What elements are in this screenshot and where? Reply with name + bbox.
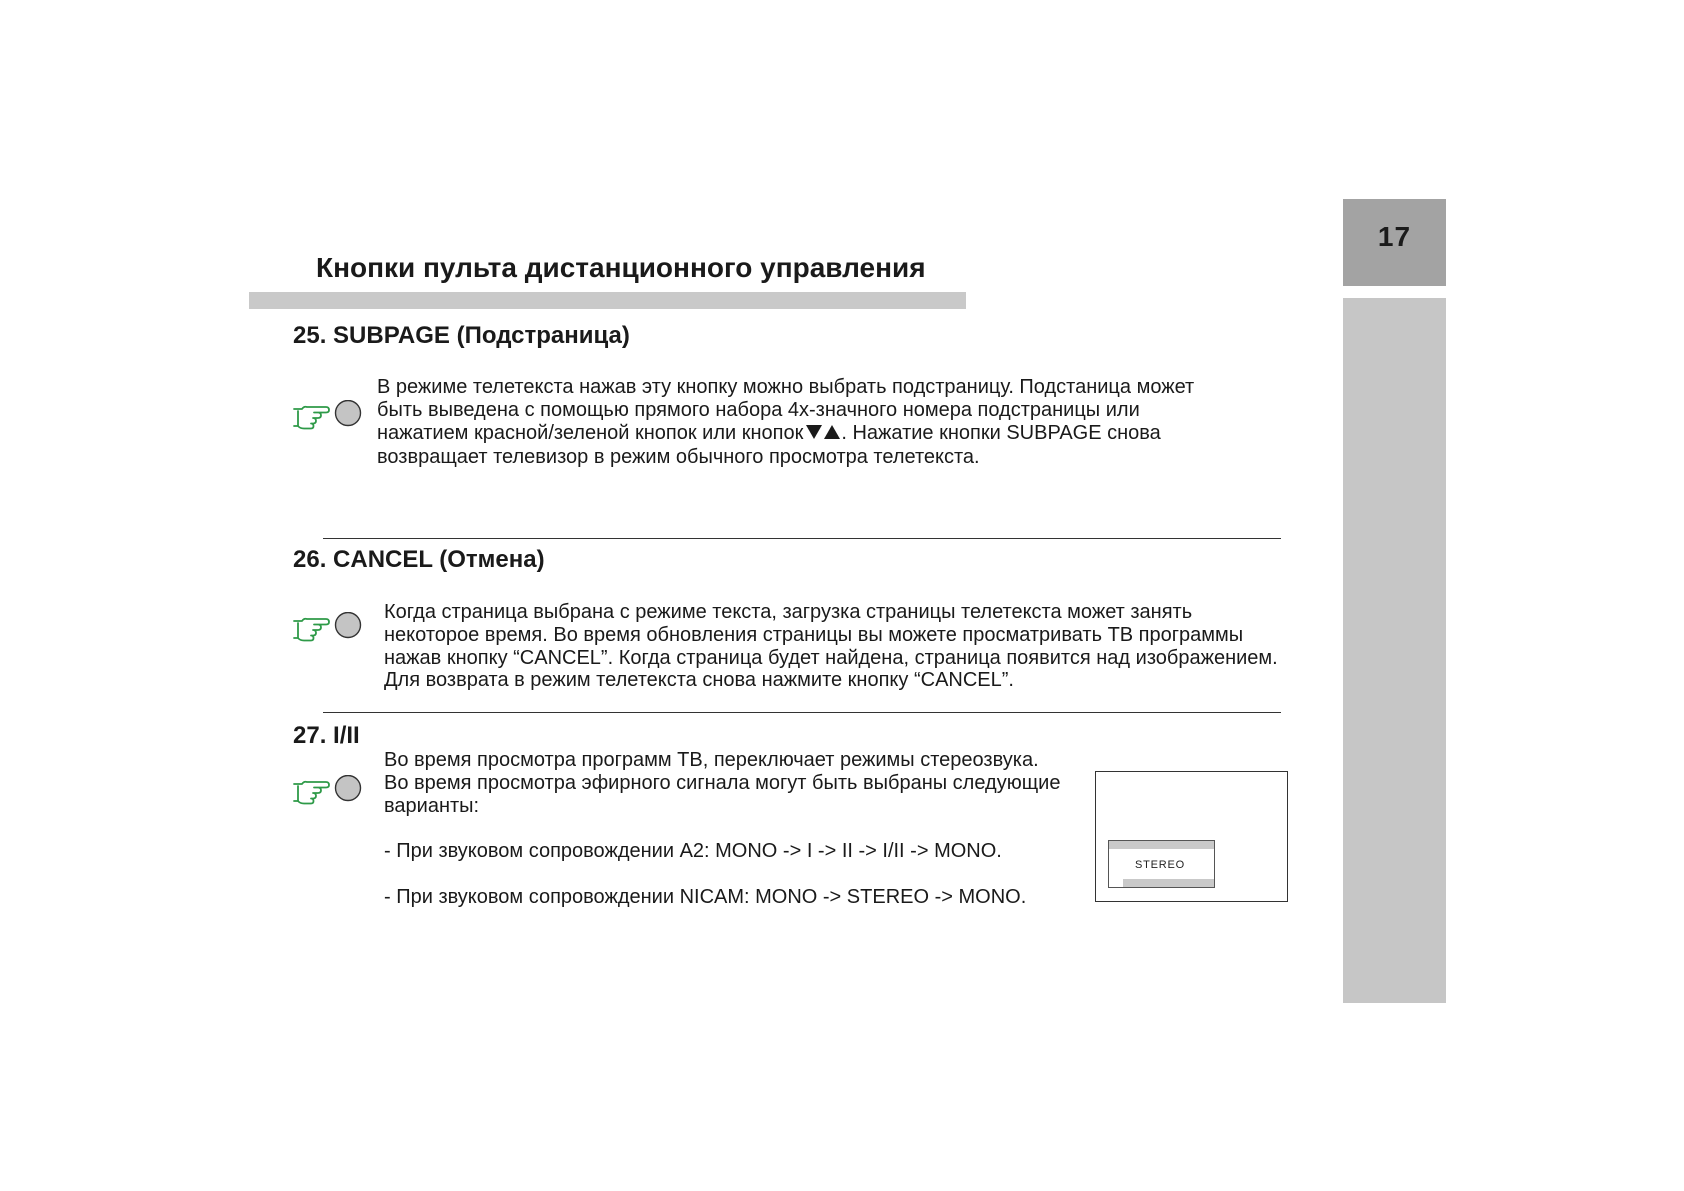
section-25-line-1: В режиме телетекста нажав эту кнопку можно выбрать подстраницу. Подстаница может	[377, 376, 1195, 398]
section-27-line-3: варианты:	[384, 794, 480, 817]
section-25-line-3a: нажатием красной/зеленой кнопок или кнопок	[377, 421, 804, 444]
side-tab-strip	[1343, 298, 1446, 1003]
osd-bottom-band	[1123, 879, 1214, 887]
section-27-text	[384, 749, 1060, 817]
section-27-icon	[292, 775, 372, 809]
osd-top-band	[1109, 841, 1214, 849]
pointing-hand-icon	[294, 782, 329, 804]
section-25-icon	[292, 400, 372, 434]
round-button-icon	[336, 613, 361, 638]
section-25-line-4: возвращает телевизор в режим обычного просмотра телетекста.	[377, 446, 980, 469]
page-number-tab	[1343, 199, 1446, 286]
section-27-line-1: Во время просмотра программ ТВ, переключает режимы стереозвука.	[384, 749, 1039, 771]
section-26-text	[384, 601, 1278, 692]
round-button-icon	[336, 401, 361, 426]
stereo-osd-label	[1108, 840, 1215, 888]
section-27-title: 27. I/II	[293, 722, 360, 749]
section-26-line-4: Для возврата в режим телетекста снова нажмите кнопку “CANCEL”.	[384, 669, 1014, 692]
pointing-hand-icon	[294, 407, 329, 429]
section-26-title: 26. CANCEL (Отмена)	[293, 546, 545, 573]
page-number: 17	[1377, 221, 1412, 252]
osd-text: STEREO	[1135, 859, 1186, 871]
divider-1	[323, 538, 1281, 539]
section-27-line-2: Во время просмотра эфирного сигнала могут быть выбраны следующие	[384, 771, 1061, 794]
section-25-line-2: быть выведена с помощью прямого набора 4х-значного номера подстраницы или	[377, 398, 1140, 421]
section-26-line-3: нажав кнопку “CANCEL”. Когда страница будет найдена, страница появится над изображением.	[384, 646, 1278, 669]
page-title: Кнопки пульта дистанционного управления	[316, 252, 926, 283]
section-26-line-1: Когда страница выбрана с режиме текста, загрузка страницы телетекста может занять	[384, 601, 1193, 623]
divider-2	[323, 712, 1281, 713]
section-27-option-a2: - При звуковом сопровождении А2: MONO -> I -> II -> I/II -> MONO.	[384, 840, 1002, 862]
pointing-hand-icon	[294, 619, 329, 641]
section-25-line-3b: . Нажатие кнопки SUBPAGE снова	[841, 421, 1161, 444]
section-26-icon	[292, 612, 372, 646]
section-25-title: 25. SUBPAGE (Подстраница)	[293, 322, 630, 349]
title-underline-bar	[249, 292, 966, 309]
section-26-line-2: некоторое время. Во время обновления страницы вы можете просматривать ТВ программы	[384, 623, 1244, 646]
section-27-option-nicam: - При звуковом сопровождении NICAM: MONO -> STEREO -> MONO.	[384, 886, 1027, 908]
round-button-icon	[336, 776, 361, 801]
section-25-text	[377, 376, 1194, 469]
section-25-line-3	[377, 422, 1194, 447]
down-up-arrows-icon	[805, 423, 841, 447]
